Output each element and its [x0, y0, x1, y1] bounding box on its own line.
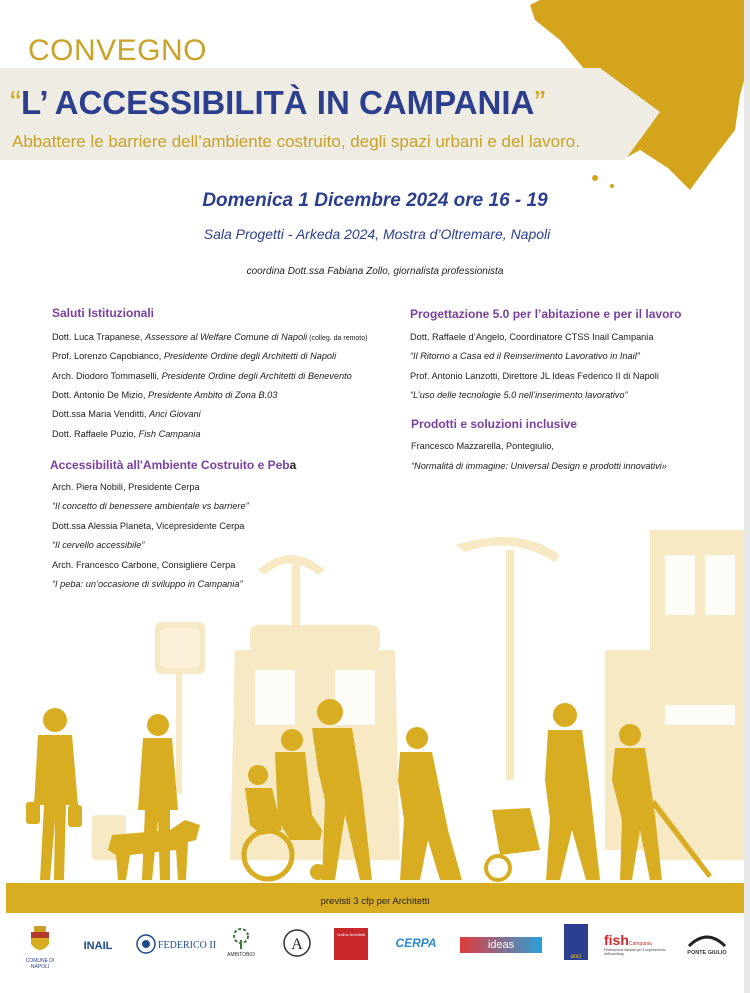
saluti-item: Dott.ssa Maria Venditti, Anci Giovani: [52, 409, 201, 419]
acc-item: Arch. Piera Nobili, Presidente Cerpa: [52, 482, 200, 492]
cfp-note: previsti 3 cfp per Architetti: [320, 896, 430, 907]
acc-item: “I peba: un’occasione di sviluppo in Campania”: [52, 579, 243, 589]
event-date: Domenica 1 Dicembre 2024 ore 16 - 19: [202, 190, 548, 211]
fish-logo: fishCampania Federazione Italiana per il superamento dell'handicap: [604, 932, 666, 956]
acc-item: Arch. Francesco Carbone, Consigliere Cerpa: [52, 560, 236, 570]
saluti-item: Dott. Luca Trapanese, Assessore al Welfare Comune di Napoli (colleg. da remoto): [52, 332, 368, 342]
event-coordinator: coordina Dott.ssa Fabiana Zollo, giornalista professionista: [246, 266, 504, 277]
inail-logo: INAIL: [83, 940, 113, 952]
ordine-logo: Ordine Architetti: [334, 928, 368, 960]
prog-item: Dott. Raffaele d’Angelo, Coordinatore CTSS Inail Campania: [410, 332, 654, 342]
ambito-logo: AMBITOB03: [224, 928, 258, 958]
event-venue: Sala Progetti - Arkeda 2024, Mostra d’Oltremare, Napoli: [203, 226, 551, 242]
tree-icon: [230, 928, 252, 950]
accessibilita-title: Accessibilità all'Ambiente Costruito e Peba: [50, 458, 297, 472]
saluti-item: Prof. Lorenzo Capobianco, Presidente Ordine degli Architetti di Napoli: [52, 351, 337, 361]
architects-logo: [282, 928, 312, 960]
cerpa-logo: CERPA: [395, 936, 437, 950]
progettazione-title: Progettazione 5.0 per l’abitazione e per il lavoro: [410, 307, 682, 321]
comune-napoli-logo: COMUNE DI NAPOLI: [18, 926, 62, 970]
letter-a-icon: [282, 928, 312, 958]
prodotti-title: Prodotti e soluzioni inclusive: [411, 417, 578, 431]
page-subtitle: Abbattere le barriere dell’ambiente costruito, degli spazi urbani e del lavoro.: [12, 132, 580, 151]
event-type-label: CONVEGNO: [28, 34, 208, 67]
prod-item: “Normalità di immagine: Universal Design e prodotti innovativi»: [411, 461, 667, 471]
acc-item: Dott.ssa Alessia Planeta, Vicepresidente Cerpa: [52, 521, 245, 531]
svg-text:A: A: [291, 936, 303, 953]
napoli-crest-icon: [29, 926, 51, 956]
acc-item: “Il concetto di benessere ambientale vs barriere”: [52, 501, 249, 511]
anci-logo: anci: [564, 924, 588, 960]
ponte-giulio-logo: PONTE GIULIO: [684, 932, 730, 956]
saluti-item: Dott. Raffaele Puzio, Fish Campania: [52, 429, 201, 439]
page-title: “L’ ACCESSIBILITÀ IN CAMPANIA”: [10, 84, 546, 121]
page-edge: [744, 0, 750, 993]
ideas-logo: ideas: [460, 937, 542, 953]
federico-seal-icon: [136, 934, 156, 954]
bridge-icon: [687, 932, 727, 948]
prog-item: Prof. Antonio Lanzotti, Direttore JL Ideas Federico II di Napoli: [410, 371, 659, 381]
saluti-title: Saluti Istituzionali: [52, 306, 155, 320]
saluti-item: Arch. Diodoro Tommaselli, Presidente Ordine degli Architetti di Benevento: [52, 371, 352, 381]
prod-item: Francesco Mazzarella, Pontegiulio,: [411, 441, 554, 451]
sponsor-logos: COMUNE DI NAPOLI INAIL FEDERICO II AMBITOB03 A Ordine Architetti CERPA ideas anci fishCampania Federazione Italiana per il superamento dell'handicap PONTE GIULIO: [0, 918, 750, 988]
prog-item: “L’uso delle tecnologie 5.0 nell’inserimento lavorativo”: [410, 390, 628, 400]
saluti-item: Dott. Antonio De Mizio, Presidente Ambito di Zona B.03: [52, 390, 278, 400]
prog-item: “Il Ritorno a Casa ed il Reinserimento Lavorativo in Inail”: [410, 351, 640, 361]
acc-item: “Il cervello accessibile”: [52, 540, 145, 550]
